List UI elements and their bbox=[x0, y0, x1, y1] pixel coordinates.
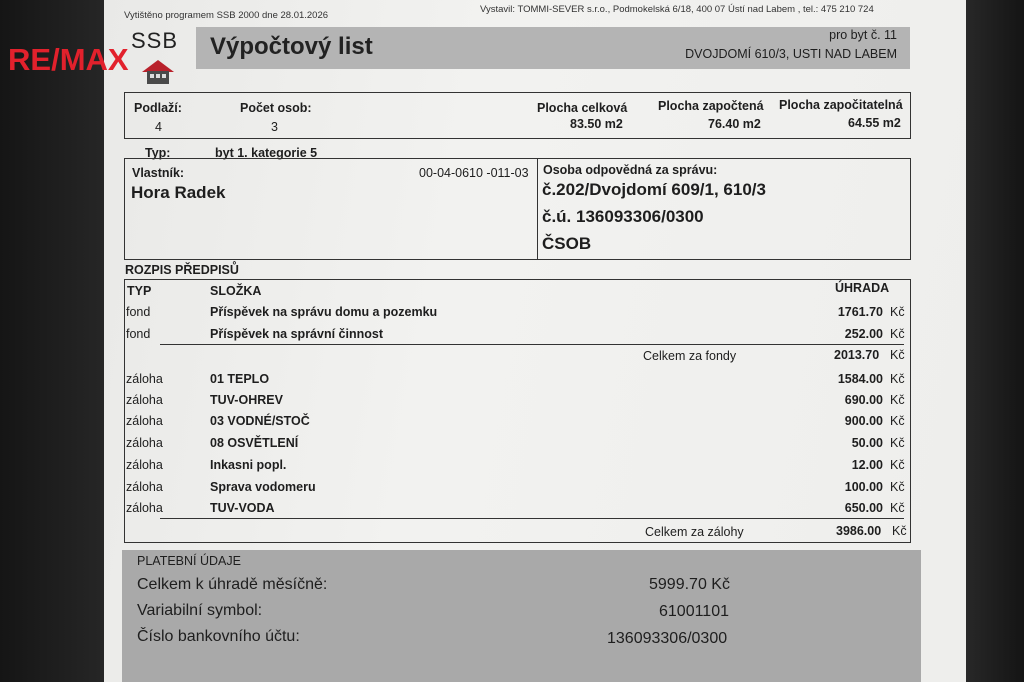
owner-divider bbox=[537, 158, 538, 260]
advance-row-item: TUV-OHREV bbox=[210, 393, 283, 407]
vs-value: 61001101 bbox=[659, 603, 729, 620]
fund-row-item: Příspěvek na správu domu a pozemku bbox=[210, 305, 438, 319]
advance-row-item: Sprava vodomeru bbox=[210, 480, 316, 494]
fund-row-currency: Kč bbox=[890, 327, 905, 341]
advance-row-type: záloha bbox=[126, 436, 163, 450]
manager-address: č.202/Dvojdomí 609/1, 610/3 bbox=[542, 180, 766, 199]
funds-total-currency: Kč bbox=[890, 348, 905, 362]
advances-total-label: Celkem za zálohy bbox=[645, 525, 744, 539]
printed-by: Vytištěno programem SSB 2000 dne 28.01.2026 bbox=[124, 10, 329, 21]
persons-label: Počet osob: bbox=[240, 101, 312, 115]
area-counted-value: 76.40 m2 bbox=[708, 117, 761, 131]
monthly-value: 5999.70 Kč bbox=[649, 576, 730, 593]
area-total-label: Plocha celková bbox=[537, 101, 628, 115]
advance-row-amount: 900.00 bbox=[844, 414, 883, 428]
funds-total-value: 2013.70 bbox=[834, 348, 880, 362]
floor-value: 4 bbox=[155, 120, 162, 134]
advances-total-currency: Kč bbox=[892, 524, 907, 538]
advance-row-currency: Kč bbox=[890, 480, 905, 494]
background-right bbox=[960, 0, 1024, 682]
owner-code: 00-04-0610 -011-03 bbox=[419, 166, 529, 180]
area-countable-label: Plocha započitatelná bbox=[779, 98, 903, 112]
advance-row-currency: Kč bbox=[890, 372, 905, 386]
ssb-logo: SSB bbox=[131, 28, 179, 53]
advance-row-item: 03 VODNÉ/STOČ bbox=[210, 414, 310, 428]
area-countable-value: 64.55 m2 bbox=[848, 116, 901, 130]
vs-label: Variabilní symbol: bbox=[137, 602, 263, 619]
advance-row-currency: Kč bbox=[890, 393, 905, 407]
advance-row-item: 01 TEPLO bbox=[210, 372, 270, 386]
manager-label: Osoba odpovědná za správu: bbox=[543, 163, 718, 177]
advance-row-amount: 690.00 bbox=[844, 393, 883, 407]
type-value: byt 1. kategorie 5 bbox=[215, 146, 318, 160]
area-total-value: 83.50 m2 bbox=[570, 117, 623, 131]
building-name: DVOJDOMÍ 610/3, USTI NAD LABEM bbox=[685, 47, 897, 61]
fund-row-type: fond bbox=[126, 327, 151, 341]
floor-label: Podlaží: bbox=[134, 101, 182, 115]
col-item-header: SLOŽKA bbox=[210, 284, 262, 298]
manager-account: č.ú. 136093306/0300 bbox=[542, 207, 704, 226]
owner-label: Vlastník: bbox=[132, 166, 185, 180]
advance-row-amount: 1584.00 bbox=[837, 372, 883, 386]
area-counted-label: Plocha započtená bbox=[658, 99, 764, 113]
col-payment-header: ÚHRADA bbox=[835, 281, 890, 295]
breakdown-title: ROZPIS PŘEDPISŮ bbox=[125, 263, 239, 277]
advance-row-type: záloha bbox=[126, 393, 163, 407]
advance-row-currency: Kč bbox=[890, 414, 905, 428]
fund-row-amount: 1761.70 bbox=[837, 305, 883, 319]
remax-logo: RE/MAX bbox=[8, 42, 129, 77]
manager-bank: ČSOB bbox=[542, 234, 592, 253]
advance-row-type: záloha bbox=[126, 414, 163, 428]
advance-row-amount: 12.00 bbox=[851, 458, 883, 472]
advances-separator bbox=[160, 518, 904, 519]
payment-title: PLATEBNÍ ÚDAJE bbox=[137, 554, 241, 568]
advance-row-item: Inkasni popl. bbox=[210, 458, 287, 472]
funds-separator bbox=[160, 344, 904, 345]
page-title: Výpočtový list bbox=[210, 33, 373, 60]
type-label: Typ: bbox=[145, 146, 171, 160]
advance-row-currency: Kč bbox=[890, 458, 905, 472]
fund-row-amount: 252.00 bbox=[844, 327, 883, 341]
background-left bbox=[0, 0, 105, 682]
advance-row-amount: 50.00 bbox=[851, 436, 883, 450]
breakdown-bottom-line bbox=[124, 542, 911, 543]
advance-row-type: záloha bbox=[126, 480, 163, 494]
account-label: Číslo bankovního účtu: bbox=[137, 628, 300, 645]
advance-row-amount: 100.00 bbox=[844, 480, 883, 494]
fund-row-item: Příspěvek na správní činnost bbox=[210, 327, 383, 341]
advances-total-value: 3986.00 bbox=[836, 524, 882, 538]
advance-row-type: záloha bbox=[126, 458, 163, 472]
col-type-header: TYP bbox=[127, 284, 152, 298]
advance-row-item: TUV-VODA bbox=[210, 501, 275, 515]
advance-row-item: 08 OSVĚTLENÍ bbox=[210, 436, 299, 450]
advance-row-amount: 650.00 bbox=[844, 501, 883, 515]
advance-row-currency: Kč bbox=[890, 436, 905, 450]
owner-name: Hora Radek bbox=[131, 183, 226, 202]
issuer-info: Vystavil: TOMMI-SEVER s.r.o., Podmokelská 6/18, 400 07 Ústí nad Labem , tel.: 475 210 724 bbox=[480, 4, 874, 15]
fund-row-type: fond bbox=[126, 305, 151, 319]
fund-row-currency: Kč bbox=[890, 305, 905, 319]
account-value: 136093306/0300 bbox=[607, 630, 728, 647]
advance-row-type: záloha bbox=[126, 501, 163, 515]
advance-row-currency: Kč bbox=[890, 501, 905, 515]
funds-total-label: Celkem za fondy bbox=[643, 349, 737, 363]
unit-number: pro byt č. 11 bbox=[829, 28, 897, 42]
advance-row-type: záloha bbox=[126, 372, 163, 386]
persons-value: 3 bbox=[271, 120, 278, 134]
monthly-label: Celkem k úhradě měsíčně: bbox=[137, 576, 328, 593]
house-logo-icon bbox=[140, 58, 176, 86]
